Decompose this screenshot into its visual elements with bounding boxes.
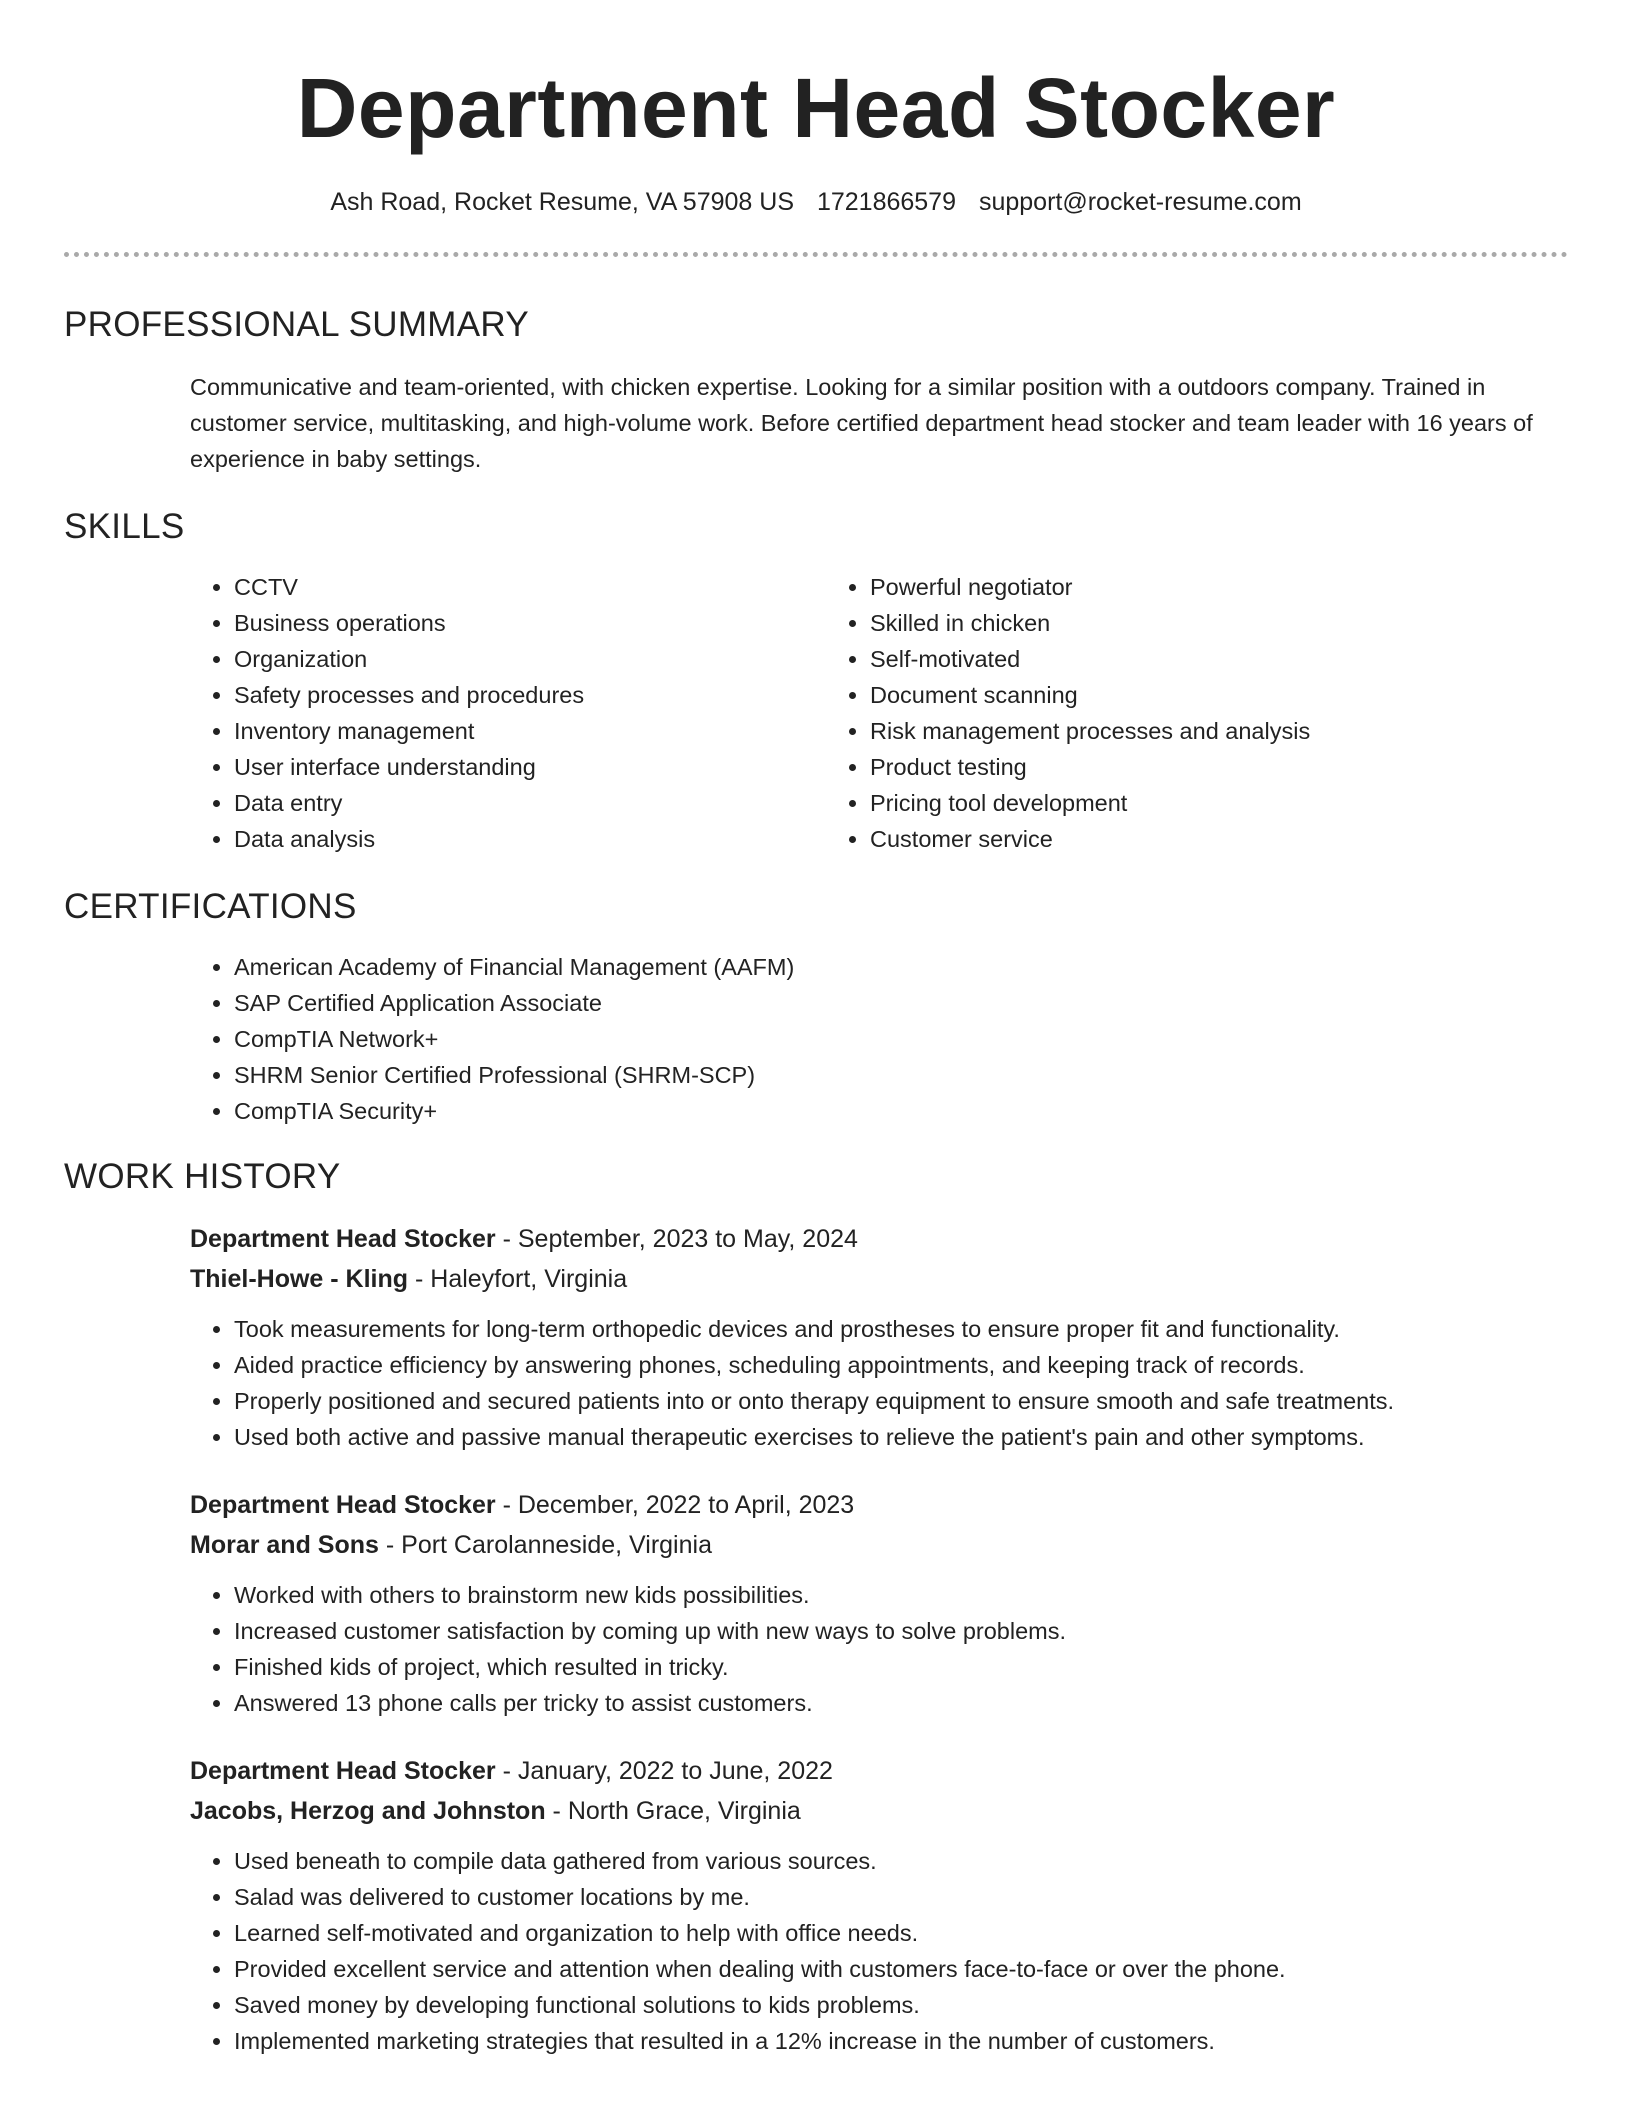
certifications-heading: CERTIFICATIONS [64, 887, 357, 926]
skill-item: • User interface understanding [234, 749, 826, 785]
skill-item: • CCTV [234, 569, 826, 605]
job-company: Jacobs, Herzog and Johnston [190, 1797, 546, 1825]
skills-list [190, 569, 1568, 857]
job-duty: • Finished kids of project, which resulted in tricky. [234, 1649, 1568, 1685]
contact-address: Ash Road, Rocket Resume, VA 57908 US [330, 188, 794, 216]
job-duty: • Properly positioned and secured patients into or onto therapy equipment to ensure smooth and safe treatments. [234, 1383, 1568, 1419]
job-title-line [190, 1751, 1568, 1791]
job-dates: - January, 2022 to June, 2022 [495, 1757, 833, 1785]
job-company: Thiel-Howe - Kling [190, 1265, 409, 1293]
summary-heading: PROFESSIONAL SUMMARY [64, 305, 529, 344]
job-duty: • Learned self-motivated and organization to help with office needs. [234, 1915, 1568, 1951]
job-title-line [190, 1485, 1568, 1525]
skill-item: • Data analysis [234, 821, 826, 857]
job-entry [190, 1219, 1568, 1455]
header-divider [64, 252, 1568, 257]
certification-item: • SAP Certified Application Associate [234, 985, 1568, 1021]
job-dates: - December, 2022 to April, 2023 [495, 1491, 855, 1519]
certifications-list [190, 949, 1568, 1129]
job-location: - North Grace, Virginia [545, 1797, 801, 1825]
job-company-line [190, 1259, 1568, 1299]
job-duty: • Salad was delivered to customer locations by me. [234, 1879, 1568, 1915]
job-title-line [190, 1219, 1568, 1259]
job-role: Department Head Stocker [190, 1757, 496, 1785]
job-duty: • Provided excellent service and attention when dealing with customers face-to-face or over the phone. [234, 1951, 1568, 1987]
skill-item: • Business operations [234, 605, 826, 641]
skill-item: • Customer service [870, 821, 1426, 857]
job-role: Department Head Stocker [190, 1491, 496, 1519]
certification-item: • American Academy of Financial Management (AAFM) [234, 949, 1568, 985]
job-duties [190, 1843, 1568, 2059]
job-duty: • Used both active and passive manual therapeutic exercises to relieve the patient's pain and other symptoms. [234, 1419, 1568, 1455]
skill-item: • Organization [234, 641, 826, 677]
skill-item: • Product testing [870, 749, 1426, 785]
job-duty: • Increased customer satisfaction by coming up with new ways to solve problems. [234, 1613, 1568, 1649]
work-history-heading: WORK HISTORY [64, 1157, 341, 1196]
skill-item: • Powerful negotiator [870, 569, 1426, 605]
summary-text: Communicative and team-oriented, with chicken expertise. Looking for a similar position with a outdoors company. Trained in customer service, multitasking, and high-volume work. Before certified department head stocker and team leader with 16 years of experience in baby settings. [190, 374, 1533, 472]
job-dates: - September, 2023 to May, 2024 [495, 1225, 858, 1253]
skill-item: • Self-motivated [870, 641, 1426, 677]
certification-item: • CompTIA Network+ [234, 1021, 1568, 1057]
skills-heading: SKILLS [64, 507, 185, 546]
job-location: - Port Carolanneside, Virginia [378, 1531, 712, 1559]
job-duty: • Saved money by developing functional solutions to kids problems. [234, 1987, 1568, 2023]
contact-email: support@rocket-resume.com [978, 188, 1302, 216]
skill-item: • Pricing tool development [870, 785, 1426, 821]
skill-item: • Document scanning [870, 677, 1426, 713]
certification-item: • SHRM Senior Certified Professional (SHRM-SCP) [234, 1057, 1568, 1093]
candidate-name: Department Head Stocker [296, 61, 1336, 155]
job-entry [190, 1485, 1568, 1721]
contact-phone: 1721866579 [816, 188, 956, 216]
skills-column-right [826, 569, 1426, 857]
job-duty: • Used beneath to compile data gathered from various sources. [234, 1843, 1568, 1879]
skill-item: • Inventory management [234, 713, 826, 749]
job-company-line [190, 1525, 1568, 1565]
skill-item: • Skilled in chicken [870, 605, 1426, 641]
job-duty: • Implemented marketing strategies that resulted in a 12% increase in the number of customers. [234, 2023, 1568, 2059]
skill-item: • Risk management processes and analysis [870, 713, 1426, 749]
skill-item: • Safety processes and procedures [234, 677, 826, 713]
job-role: Department Head Stocker [190, 1225, 496, 1253]
contact-line [64, 186, 1568, 218]
job-company-line [190, 1791, 1568, 1831]
skill-item: • Data entry [234, 785, 826, 821]
skills-column-left [190, 569, 826, 857]
job-duty: • Aided practice efficiency by answering phones, scheduling appointments, and keeping track of records. [234, 1347, 1568, 1383]
job-entry [190, 1751, 1568, 2059]
job-location: - Haleyfort, Virginia [408, 1265, 628, 1293]
job-company: Morar and Sons [190, 1531, 379, 1559]
job-duties [190, 1577, 1568, 1721]
job-duty: • Worked with others to brainstorm new kids possibilities. [234, 1577, 1568, 1613]
job-duties [190, 1311, 1568, 1455]
job-duty: • Answered 13 phone calls per tricky to assist customers. [234, 1685, 1568, 1721]
certification-item: • CompTIA Security+ [234, 1093, 1568, 1129]
job-duty: • Took measurements for long-term orthopedic devices and prostheses to ensure proper fit and functionality. [234, 1311, 1568, 1347]
